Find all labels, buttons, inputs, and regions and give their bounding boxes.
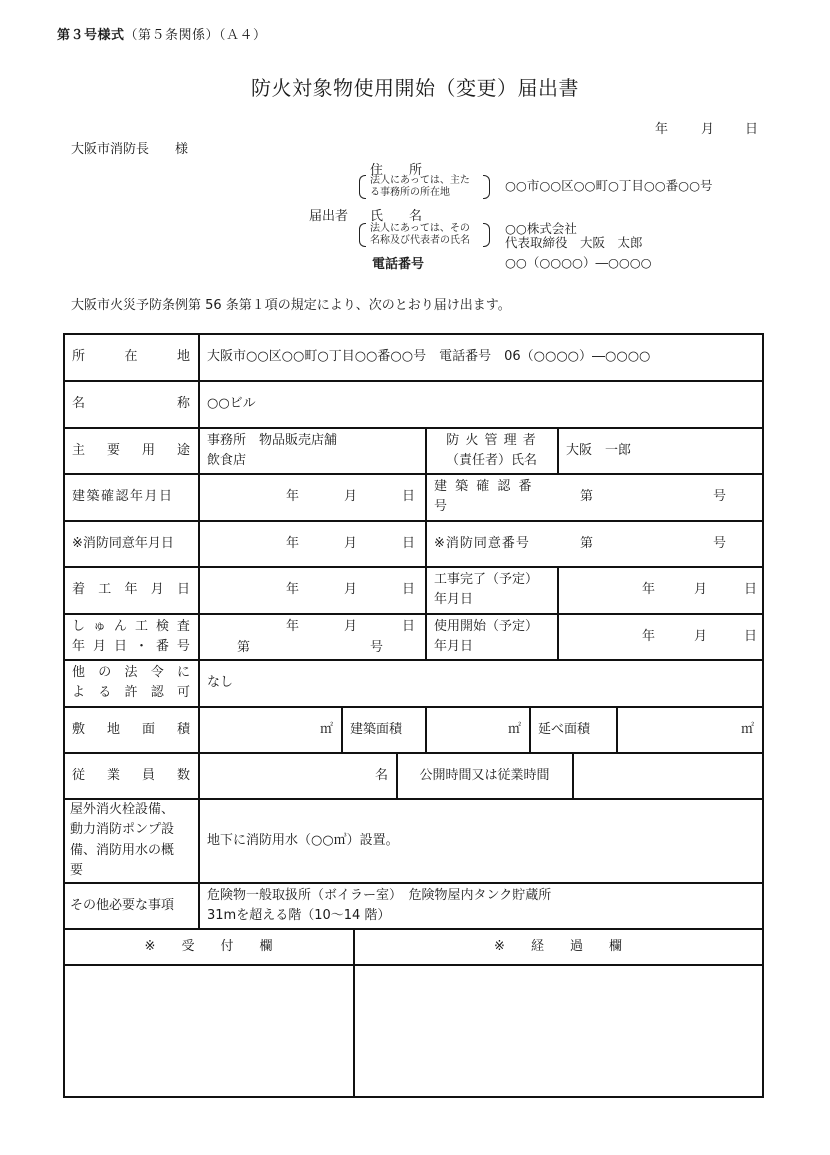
- applicant-role-label: 届出者: [309, 209, 349, 224]
- address-note-line1: 法人にあっては、主た: [370, 175, 470, 186]
- other-permits-field[interactable]: なし: [207, 675, 234, 690]
- label-char: 番: [155, 638, 169, 654]
- completion-inspection-field[interactable]: [199, 614, 425, 659]
- month-unit: 月: [344, 619, 358, 634]
- label-char: 地: [176, 349, 190, 364]
- statement-text: 大阪市火災予防条例第 56 条第１項の規定により、次のとおり届け出ます。: [71, 298, 511, 313]
- other-matters-line1: 危険物一般取扱所（ボイラー室） 危険物屋内タンク貯蔵所: [207, 887, 552, 903]
- year-unit: 年: [286, 489, 300, 504]
- page-title: 防火対象物使用開始（変更）届出書: [251, 76, 579, 100]
- completion-label-line2: 年月日: [434, 592, 474, 607]
- table-border: [762, 333, 764, 1098]
- day-unit: 日: [402, 582, 416, 597]
- inspection-label-line1: [72, 617, 190, 637]
- table-border: [63, 1096, 764, 1098]
- label-char: 業: [106, 767, 120, 783]
- label-char: 工: [134, 618, 148, 634]
- fire-consent-number-label: ※消防同意番号: [434, 535, 530, 551]
- year-unit: 年: [286, 535, 300, 551]
- company-name: ○○株式会社: [505, 221, 577, 236]
- label-char: 称: [176, 396, 190, 411]
- water-supply-field[interactable]: 地下に消防用水（○○㎥）設置。: [207, 832, 399, 848]
- month-unit: 月: [344, 582, 358, 597]
- label-char: 号: [176, 638, 190, 654]
- label-char: 月: [150, 582, 164, 597]
- label-char: 法: [124, 665, 138, 680]
- date-month-label: 月: [701, 122, 715, 137]
- inspection-label-line2: [72, 637, 190, 657]
- main-use-line1: 事務所 物品販売店舗: [207, 432, 338, 448]
- day-unit: 日: [402, 619, 416, 634]
- progress-field[interactable]: [354, 965, 762, 1096]
- construction-start-label: [64, 567, 198, 613]
- label-char: 員: [141, 767, 155, 783]
- other-permits-label-line2: [72, 683, 190, 703]
- use-start-label-line2: 年月日: [434, 638, 474, 654]
- label-char: し: [72, 618, 86, 634]
- completion-date-label: [426, 567, 557, 613]
- label-char: 地: [106, 721, 120, 737]
- water-label-line: 備、消防用水の概: [70, 842, 175, 858]
- water-label-line: 要: [70, 863, 84, 878]
- month-unit: 月: [344, 489, 358, 504]
- name-note-line2: 名称及び代表者の氏名: [370, 235, 470, 246]
- use-start-label-line1: 使用開始（予定）: [434, 618, 539, 634]
- water-supply-label: [64, 799, 198, 882]
- fire-manager-label-line1: 防 火 管 理 者: [446, 432, 537, 448]
- label-char: 年: [72, 638, 86, 654]
- label-char: ゅ: [92, 618, 106, 634]
- label-char: 在: [124, 349, 138, 364]
- label-char: 査: [176, 618, 190, 634]
- form-reference: （第５条関係）（Ａ４）: [124, 28, 267, 43]
- label-char: 用: [141, 442, 155, 458]
- label-char: 積: [176, 721, 190, 737]
- employees-label: [64, 753, 198, 798]
- year-unit: 年: [286, 619, 300, 634]
- label-char: 工: [98, 582, 112, 597]
- other-permits-label: [64, 660, 198, 706]
- label-char: に: [176, 665, 190, 680]
- name-note-line1: 法人にあっては、その: [370, 223, 470, 234]
- label-char: 他: [72, 665, 86, 680]
- building-area-label: 建築面積: [350, 721, 403, 737]
- site-area-field[interactable]: [199, 707, 341, 752]
- other-matters-field[interactable]: [199, 883, 762, 928]
- label-char: 年: [124, 582, 138, 597]
- applicant-address-value: ○○市○○区○○町○丁目○○番○○号: [505, 178, 713, 193]
- reception-field[interactable]: [64, 965, 353, 1096]
- month-unit: 月: [694, 628, 708, 644]
- year-unit: 年: [642, 582, 656, 597]
- label-char: る: [98, 685, 112, 700]
- building-name-label: [64, 381, 198, 427]
- other-matters-line2: 31mを超える階（10～14 階）: [207, 907, 391, 923]
- label-char: 名: [72, 396, 86, 411]
- fire-consent-number-field[interactable]: [558, 521, 762, 566]
- label-char: 途: [176, 442, 190, 458]
- address-note-line2: る事務所の所在地: [370, 187, 450, 198]
- label-char: 数: [176, 767, 190, 783]
- form-number-text: 第３号様式: [57, 28, 125, 43]
- building-name-field[interactable]: ○○ビル: [207, 396, 256, 411]
- progress-header: ※ 経 過 欄: [494, 938, 622, 954]
- building-confirm-date-label: 建築確認年月日: [72, 489, 174, 504]
- name-label: 氏 名: [370, 209, 423, 224]
- label-char: 許: [124, 685, 138, 700]
- square-meter-unit: ㎡: [507, 721, 521, 737]
- water-label-line: 動力消防ポンプ設: [70, 822, 175, 837]
- label-char: 着: [72, 582, 86, 597]
- number-prefix: 第: [580, 489, 594, 504]
- building-confirm-number-label: 建 築 確 認 番 号: [434, 479, 534, 514]
- hours-field[interactable]: [573, 753, 762, 798]
- representative-name: 代表取締役 大阪 太郎: [505, 235, 643, 250]
- building-area-field[interactable]: [426, 707, 529, 752]
- site-area-label: [64, 707, 198, 752]
- number-prefix: 第: [580, 535, 594, 551]
- label-char: 日: [113, 638, 127, 654]
- main-use-line2: 飲食店: [207, 452, 247, 468]
- fire-consent-date-field[interactable]: [199, 521, 425, 566]
- fire-manager-label: [426, 428, 557, 473]
- completion-inspection-label: [64, 614, 198, 659]
- other-matters-label: その他必要な事項: [70, 897, 175, 913]
- label-char: 可: [176, 685, 190, 700]
- phone-label: 電話番号: [372, 257, 425, 272]
- reception-header: ※ 受 付 欄: [144, 938, 273, 954]
- employees-field[interactable]: [199, 753, 396, 798]
- number-prefix: 第: [237, 640, 251, 655]
- label-char: 主: [72, 442, 86, 458]
- label-char: ん: [113, 618, 127, 634]
- label-char: よ: [72, 685, 86, 700]
- label-char: 検: [155, 618, 169, 634]
- completion-label-line1: 工事完了（予定）: [434, 572, 539, 587]
- main-use-field[interactable]: [199, 428, 425, 473]
- total-floor-area-label: 延べ面積: [538, 721, 591, 737]
- square-meter-unit: ㎡: [740, 721, 754, 737]
- date-year-label: 年: [655, 122, 669, 137]
- completion-date-field[interactable]: [558, 567, 762, 613]
- addressee-honorific: 様: [175, 142, 189, 157]
- label-char: 従: [72, 767, 86, 783]
- label-char: 所: [72, 349, 86, 364]
- total-floor-area-field[interactable]: [617, 707, 762, 752]
- label-char: 令: [150, 665, 164, 680]
- square-meter-unit: ㎡: [319, 721, 333, 737]
- number-suffix: 号: [713, 489, 727, 504]
- other-permits-label-line1: [72, 663, 190, 683]
- water-label-line: 屋外消火栓設備、: [70, 801, 175, 817]
- day-unit: 日: [402, 535, 416, 551]
- label-char: 日: [176, 582, 190, 597]
- address-label: 住 所: [370, 163, 423, 178]
- month-unit: 月: [344, 535, 358, 551]
- phone-value: ○○（○○○○）―○○○○: [505, 255, 652, 270]
- year-unit: 年: [642, 628, 656, 644]
- label-char: の: [98, 665, 112, 680]
- number-suffix: 号: [370, 640, 384, 655]
- use-start-date-label: [426, 614, 557, 659]
- building-confirm-date-field[interactable]: [199, 474, 425, 520]
- fire-manager-label-line2: （責任者）氏名: [445, 452, 537, 468]
- month-unit: 月: [694, 582, 708, 597]
- year-unit: 年: [286, 582, 300, 597]
- day-unit: 日: [402, 489, 416, 504]
- day-unit: 日: [744, 582, 758, 597]
- fire-consent-date-label: ※消防同意年月日: [72, 535, 174, 551]
- label-char: 月: [92, 638, 106, 654]
- label-char: 認: [150, 685, 164, 700]
- use-start-date-field[interactable]: [558, 614, 762, 659]
- building-confirm-number-field[interactable]: [558, 474, 762, 520]
- people-unit: 名: [374, 767, 388, 783]
- hours-label: 公開時間又は従業時間: [419, 767, 550, 783]
- label-char: 敷: [72, 721, 86, 737]
- location-label: [64, 334, 198, 380]
- day-unit: 日: [744, 628, 758, 644]
- label-char: 要: [106, 442, 120, 458]
- label-char: ・: [134, 638, 148, 654]
- construction-start-field[interactable]: [199, 567, 425, 613]
- label-char: 面: [141, 721, 155, 737]
- addressee-name: 大阪市消防長: [71, 142, 150, 157]
- location-field[interactable]: 大阪市○○区○○町○丁目○○番○○号 電話番号 06（○○○○）―○○○○: [207, 349, 651, 364]
- main-use-label: [64, 428, 198, 473]
- fire-manager-field[interactable]: 大阪 一郎: [566, 442, 632, 458]
- date-day-label: 日: [745, 122, 759, 137]
- number-suffix: 号: [713, 535, 727, 551]
